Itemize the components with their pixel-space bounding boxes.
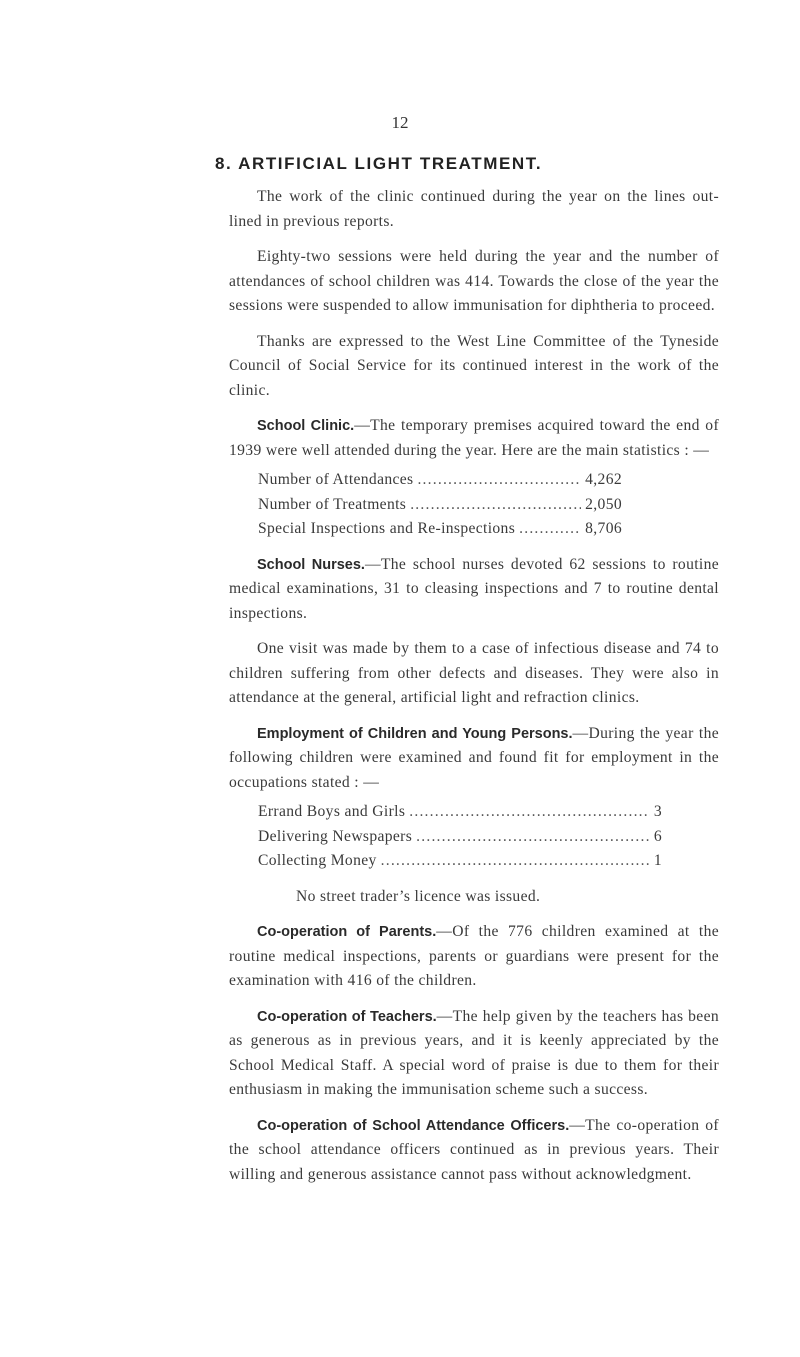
dot-leader — [381, 849, 650, 874]
school-clinic-text: —The temporary premises acquired toward the end of 1939 were well attended during the year. Here are the main statistics : — — [229, 417, 719, 459]
attendance-officers-heading: Co-operation of School Attendance Officers. — [257, 1117, 570, 1134]
stat-value: 8,706 — [585, 520, 622, 537]
intro-paragraph-3: Thanks are expressed to the West Line Committee of the Tyneside Council of Social Service for its continued interest in the work of the clinic. — [229, 332, 719, 399]
dot-leader — [410, 493, 581, 518]
teachers-paragraph — [229, 1005, 719, 1103]
employment-heading: Employment of Children and Young Persons. — [257, 725, 573, 742]
employment-text: —During the year the following children were examined and found fit for employment in the occupations stated : — — [229, 724, 719, 791]
attendance-officers-text: —The co-operation of the school attendance officers continued as in previous years. Their willing and generous assistance cannot pass without acknowledgment. — [229, 1116, 719, 1183]
intro-paragraph-2: Eighty-two sessions were held during the year and the number of attendances of school children was 414. Towards the close of the year the sessions were suspended to allow immunisation for diphtheria to proceed. — [229, 248, 719, 314]
stat-label: Number of Treatments — [258, 495, 407, 513]
stat-value: 4,262 — [585, 471, 622, 488]
stat-row — [258, 825, 662, 850]
parents-paragraph — [229, 920, 719, 994]
page-number: 12 — [391, 113, 409, 132]
employment-paragraph — [229, 722, 719, 796]
attendance-officers-paragraph — [229, 1114, 719, 1188]
stat-value: 1 — [653, 852, 662, 869]
school-nurses-paragraph — [229, 553, 719, 627]
stat-row — [258, 849, 662, 874]
dot-leader — [519, 517, 581, 542]
school-nurses-heading: School Nurses. — [257, 556, 365, 573]
school-nurses-paragraph-2: One visit was made by them to a case of infectious disease and 74 to children suffering from other defects and diseases. They were also in attendance at the general, artificial light and refraction clinics. — [229, 640, 719, 706]
dot-leader — [416, 825, 650, 850]
stat-label: Collecting Money — [258, 852, 377, 869]
licence-note: No street trader’s licence was issued. — [296, 887, 541, 905]
employment-statistics — [258, 800, 662, 874]
parents-heading: Co-operation of Parents. — [257, 924, 437, 940]
stat-label: Number of Attendances — [258, 471, 414, 488]
stat-label: Errand Boys and Girls — [258, 803, 406, 820]
dot-leader — [409, 800, 650, 825]
school-nurses-text: —The school nurses devoted 62 sessions to routine medical examinations, 31 to cleasing inspections and 7 to routine dental inspections. — [229, 555, 719, 622]
stat-value: 2,050 — [585, 495, 622, 513]
section-title: 8. ARTIFICIAL LIGHT TREATMENT. — [215, 154, 543, 173]
intro-paragraph-1: The work of the clinic continued during the year on the lines out-lined in previous reports. — [229, 188, 719, 230]
dot-leader — [417, 468, 581, 493]
school-clinic-statistics — [258, 468, 622, 542]
stat-value: 3 — [653, 803, 662, 820]
stat-row — [258, 468, 622, 493]
teachers-text: —The help given by the teachers has been as generous as in previous years, and it is keenly appreciated by the School Medical Staff. A special word of praise is due to them for their enthusiasm in making the immunisation scheme such a success. — [229, 1007, 719, 1098]
stat-label: Special Inspections and Re-inspections — [258, 520, 516, 537]
school-clinic-paragraph — [229, 414, 719, 463]
stat-row — [258, 800, 662, 825]
stat-value: 6 — [653, 827, 662, 845]
stat-row — [258, 493, 622, 518]
stat-row — [258, 517, 622, 542]
document-body — [229, 185, 719, 1198]
stat-label: Delivering Newspapers — [258, 827, 413, 845]
parents-text: —Of the 776 children examined at the routine medical inspections, parents or guardians were present for the examination with 416 of the children. — [229, 923, 719, 989]
teachers-heading: Co-operation of Teachers. — [257, 1008, 437, 1025]
school-clinic-heading: School Clinic. — [257, 418, 355, 434]
